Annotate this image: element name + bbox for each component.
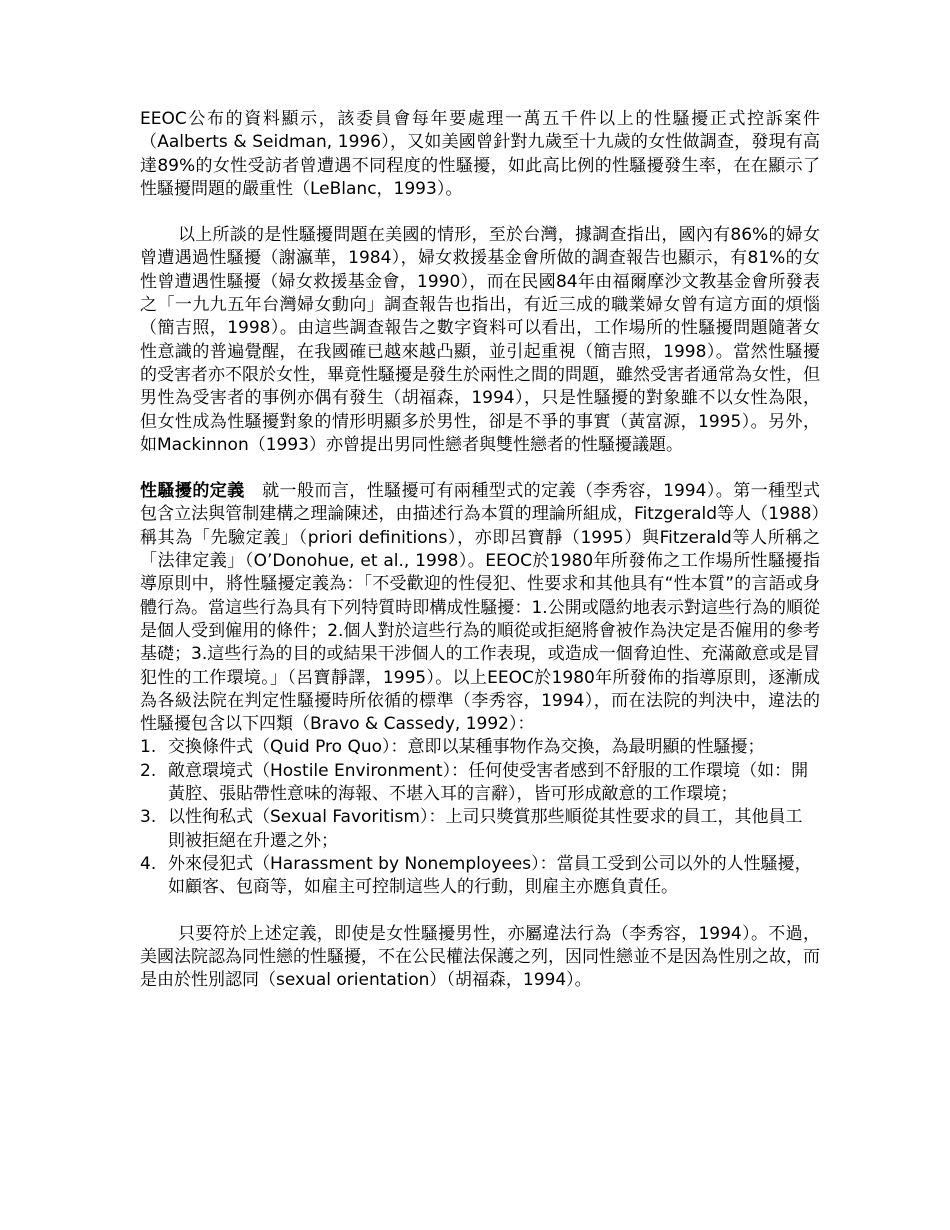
list-item-number: 1. (140, 737, 157, 758)
definition-body: 就一般而言，性騷擾可有兩種型式的定義（李秀容，1994）。第一種型式包含立法與管制建構之理論陳述，由描述行為本質的理論所組成，Fitzgerald等人（1988）稱其為「先驗定義」（priori definitions），亦即呂寶靜（1995）與Fitzerald等人所稱之「法律定義」（O’Donohue, et al., 1998）。EEOC於1980年所發佈之工作場所性騷擾指導原則中，將性騷擾定義為：「不受歡迎的性侵犯、性要求和其他具有“性本質”的言語或身體行為。當這些行為具有下列特質時即構成性騷擾：1.公開或隱約地表示對這些行為的順從是個人受到僱用的條件；2.個人對於這些行為的順從或拒絕將會被作為決定是否僱用的參考基礎；3.這些行為的目的或結果干涉個人的工作表現，或造成一個脅迫性、充滿敵意或是冒犯性的工作環境。」（呂寶靜譯，1995）。以上EEOC於1980年所發佈的指導原則，逐漸成為各級法院在判定性騷擾時所依循的標準（李秀容，1994），而在法院的判決中，違法的性騷擾包含以下四類（Bravo & Cassedy, 1992）： (140, 481, 821, 735)
document-page (140, 108, 820, 992)
list-item-number: 2. (140, 760, 157, 781)
list-item-text: 以性徇私式（Sexual Favoritism）：上司只獎賞那些順從其性要求的員工，其他員工則被拒絕在升遷之外； (168, 807, 803, 851)
list-item-number: 3. (140, 807, 157, 828)
list-item-text: 交換條件式（Quid Pro Quo）：意即以某種事物作為交換，為最明顯的性騷擾； (168, 737, 765, 758)
list-item (140, 760, 820, 807)
paragraph-gap (140, 457, 820, 480)
paragraph-same-sex: 只要符於上述定義，即使是女性騷擾男性，亦屬違法行為（李秀容，1994）。不過，美國法院認為同性戀的性騷擾，不在公民權法保護之列，因同性戀並不是因為性別之故，而是由於性別認同（sexual orientation）（胡福森，1994）。 (140, 923, 820, 991)
list-item-number: 4. (140, 853, 157, 874)
paragraph-gap (140, 201, 820, 224)
paragraph-definition (140, 480, 820, 736)
list-item-text: 敵意環境式（Hostile Environment）：任何使受害者感到不舒服的工作環境（如：開黃腔、張貼帶性意味的海報、不堪入耳的言辭），皆可形成敵意的工作環境； (168, 760, 809, 805)
harassment-types-list (140, 736, 820, 899)
paragraph-gap (140, 900, 820, 923)
paragraph-eeoc-statistics: EEOC公布的資料顯示，該委員會每年要處理一萬五千件以上的性騷擾正式控訴案件（Aalberts & Seidman, 1996），又如美國曾針對九歲至十九歲的女性做調查，發現有高達89%的女性受訪者曾遭遇不同程度的性騷擾，如此高比例的性騷擾發生率，在在顯示了性騷擾問題的嚴重性（LeBlanc，1993）。 (140, 109, 820, 199)
list-item (140, 853, 820, 900)
list-item-text: 外來侵犯式（Harassment by Nonemployees）：當員工受到公司以外的人性騷擾，如顧客、包商等，如雇主可控制這些人的行動，則雇主亦應負責任。 (168, 853, 812, 898)
section-heading-definition: 性騷擾的定義 (140, 481, 245, 502)
list-item (140, 736, 820, 759)
paragraph-taiwan-situation: 以上所談的是性騷擾問題在美國的情形，至於台灣，據調查指出，國內有86%的婦女曾遭遇過性騷擾（謝瀛華，1984），婦女救援基金會所做的調查報告也顯示，有81%的女性曾遭遇性騷擾（婦女救援基金會，1990），而在民國84年由福爾摩沙文教基金會所發表之「一九九五年台灣婦女動向」調查報告也指出，有近三成的職業婦女曾有這方面的煩惱 （簡吉照，1998）。由這些調查報告之數字資料可以看出，工作場所的性騷擾問題隨著女性意識的普遍覺醒，在我國確已越來越凸顯，並引起重視（簡吉照，1998）。當然性騷擾的受害者亦不限於女性，畢竟性騷擾是發生於兩性之間的問題，雖然受害者通常為女性，但男性為受害者的事例亦偶有發生（胡福森，1994），只是性騷擾的對象雖不以女性為限，但女性成為性騷擾對象的情形明顯多於男性，卻是不爭的事實（黃富源，1995）。另外，如Mackinnon（1993）亦曾提出男同性戀者與雙性戀者的性騷擾議題。 (140, 225, 820, 455)
list-item (140, 806, 820, 853)
